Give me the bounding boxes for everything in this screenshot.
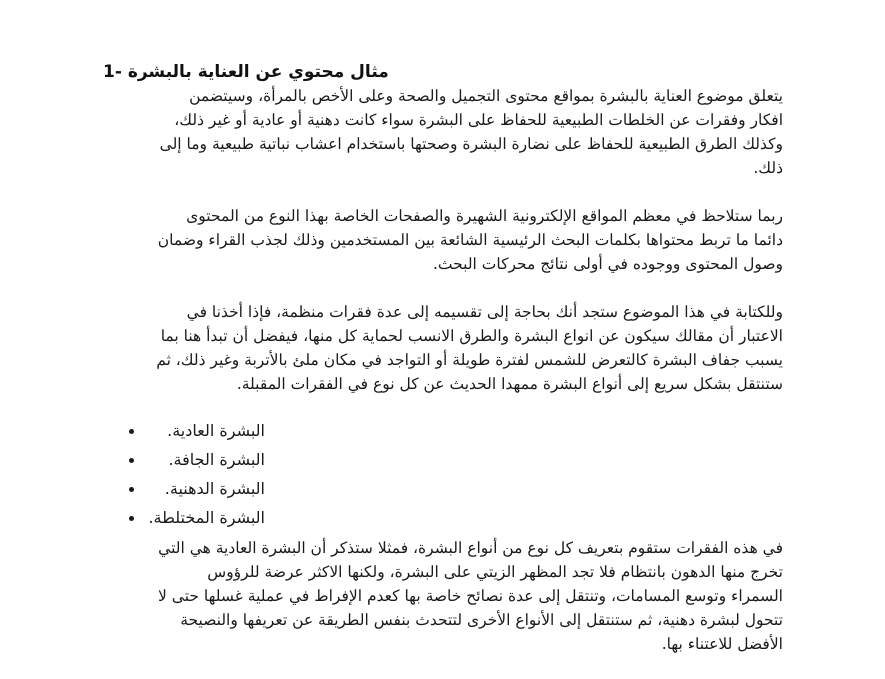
bullet-icon [129,516,134,521]
list-item-label: البشرة المختلطة. [148,508,265,527]
paragraph-line: ستنتقل بشكل سريع إلى أنواع البشرة ممهدا الحديث عن كل نوع في الفقرات المقبلة. [236,375,783,393]
list-item [103,474,783,503]
paragraph-line: دائما ما تربط محتواها بكلمات البحث الرئيسية الشائعة بين المستخدمين وذلك لجذب القراء وضمان [157,231,783,249]
paragraph-line: ذلك. [753,159,783,177]
paragraph-line: السمراء وتوسع المسامات، وتنتقل إلى عدة نصائح خاصة بها كعدم الإفراط في عملية غسلها حتى لا [158,587,783,605]
document-page [103,60,783,656]
paragraph-line: تتحول لبشرة دهنية، ثم ستنتقل إلى الأنواع الأخرى لتتحدث بنفس الطريقة عن تعريفها والنصيحة [180,611,783,629]
paragraph-closing [103,536,783,656]
paragraph-line: وللكتابة في هذا الموضوع ستجد أنك بحاجة إلى تقسيمه إلى عدة فقرات منظمة، فإذا أخذنا في [186,303,783,321]
paragraph-line: يسبب جفاف البشرة كالتعرض للشمس لفترة طويلة أو التواجد في مكان ملئ بالأتربة وغير ذلك، ثم [156,351,783,369]
paragraph-line: وصول المحتوى ووجوده في أولى نتائج محركات البحث. [432,255,783,273]
paragraph-line: افكار وفقرات عن الخلطات الطبيعية للحفاظ على البشرة سواء كانت دهنية أو عادية أو غير ذلك، [174,111,783,129]
list-item [103,445,783,474]
bullet-icon [129,429,134,434]
bullet-icon [129,458,134,463]
paragraph-line: الأفضل للاعتناء بها. [661,635,783,653]
paragraph-line: ربما ستلاحظ في معظم المواقع الإلكترونية الشهيرة والصفحات الخاصة بهذا النوع من المحتوى [186,207,783,225]
paragraph-structure [103,300,783,396]
list-item-label: البشرة الجافة. [168,450,265,469]
list-item [103,416,783,445]
paragraph-line: في هذه الفقرات ستقوم بتعريف كل نوع من أنواع البشرة، فمثلا ستذكر أن البشرة العادية هي التي [158,539,783,557]
paragraph-line: الاعتبار أن مقالك سيكون عن انواع البشرة والطرق الانسب لحماية كل منها، فيفضل أن تبدأ هنا بما [160,327,783,345]
paragraph-line: يتعلق موضوع العناية بالبشرة بمواقع محتوى التجميل والصحة وعلى الأخص بالمرأة، وسيتضمن [189,87,783,105]
list-item [103,503,783,532]
paragraph-line: تخرج منها الدهون بانتظام فلا تجد المظهر الزيتي على البشرة، ولكنها الاكثر عرضة للرؤوس [207,563,783,581]
list-item-label: البشرة العادية. [167,421,265,440]
skin-types-list [103,416,783,532]
document-heading: مثال محتوي عن العناية بالبشرة -1 [103,62,389,82]
list-item-label: البشرة الدهنية. [164,479,265,498]
paragraph-line: وكذلك الطرق الطبيعية للحفاظ على نضارة البشرة وصحتها باستخدام اعشاب نباتية طبيعية وما إلى [159,135,783,153]
bullet-icon [129,487,134,492]
paragraph-seo [103,204,783,276]
paragraph-intro [103,84,783,180]
